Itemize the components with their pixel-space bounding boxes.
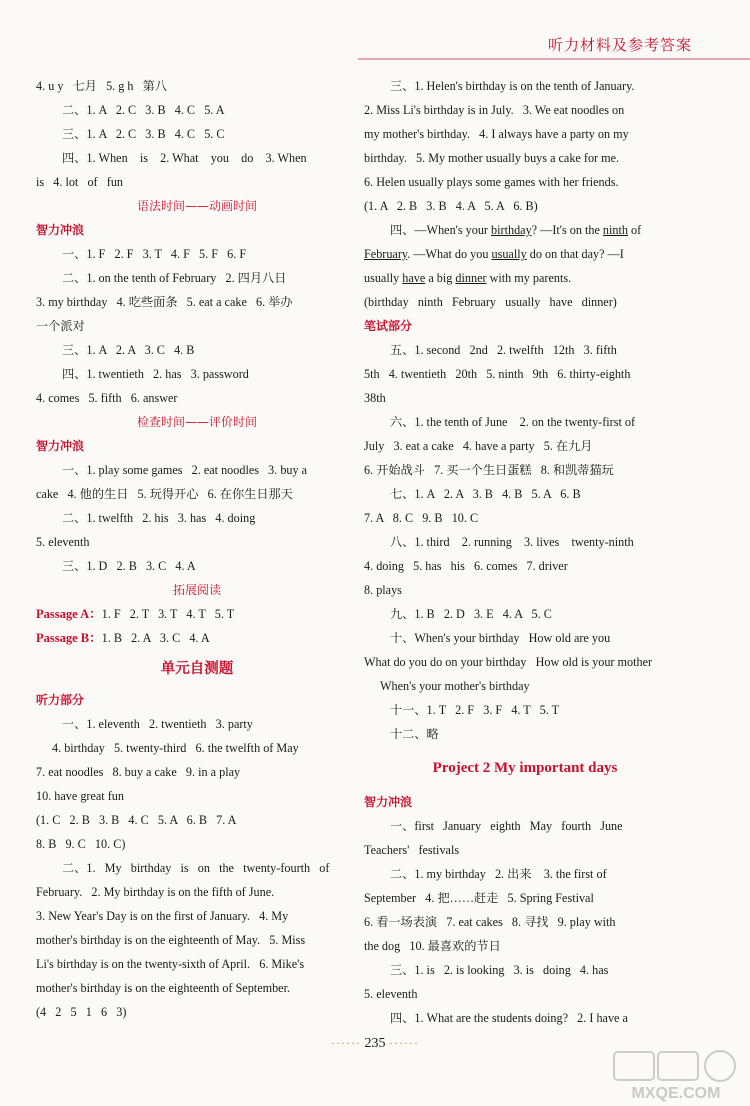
left-column	[36, 74, 358, 1024]
answer-line: 十、When's your birthday How old are you	[390, 631, 611, 645]
category-heading: 笔试部分	[364, 319, 413, 333]
answer-text: usually	[364, 271, 403, 285]
answer-line: 7. eat noodles 8. buy a cake 9. in a play	[36, 765, 241, 779]
subsection-heading: 语法时间——动画时间	[136, 199, 257, 213]
passage-answer-line	[36, 602, 358, 626]
answer-line: 4. comes 5. fifth 6. answer	[36, 391, 178, 405]
answer-line: mother's birthday is on the eighteenth of September.	[36, 981, 291, 995]
page-number: 235	[364, 1036, 386, 1051]
answer-line: (1. A 2. B 3. B 4. A 5. A 6. B)	[364, 199, 538, 213]
answer-line: 6. Helen usually plays some games with her friends.	[364, 175, 619, 189]
underlined-answer: birthday	[491, 223, 532, 237]
footer-dots-right: ······	[389, 1036, 419, 1050]
passage-answers: 1. F 2. T 3. T 4. T 5. T	[101, 607, 235, 621]
footer-dots-left: ······	[331, 1036, 361, 1050]
answer-line: mother's birthday is on the eighteenth of May. 5. Miss	[36, 933, 306, 947]
answer-line: 6. 看一场表演 7. eat cakes 8. 寻找 9. play with	[364, 915, 616, 929]
answer-line	[364, 242, 686, 266]
answer-line: (birthday ninth February usually have dinner)	[364, 295, 617, 309]
answer-line: February. 2. My birthday is on the fifth of June.	[36, 885, 275, 899]
answer-line: 三、1. is 2. is looking 3. is doing 4. has	[390, 963, 609, 977]
answer-line: 一、1. play some games 2. eat noodles 3. buy a	[62, 463, 308, 477]
answer-line: 4. birthday 5. twenty-third 6. the twelfth of May	[52, 741, 299, 755]
answer-line: 三、1. A 2. A 3. C 4. B	[62, 343, 195, 357]
answer-line: When's your mother's birthday	[380, 679, 530, 693]
answer-line: 四、1. What are the students doing? 2. I have a	[390, 1011, 628, 1025]
answer-text: . —What do you	[407, 247, 492, 261]
answer-line: 二、1. My birthday is on the twenty-fourth of	[62, 861, 330, 875]
answer-text: do on that day? —I	[526, 247, 624, 261]
answer-line: birthday. 5. My mother usually buys a cake for me.	[364, 151, 620, 165]
answer-line: 二、1. twelfth 2. his 3. has 4. doing	[62, 511, 256, 525]
underlined-answer: ninth	[602, 223, 628, 237]
watermark-text: MXQE.COM	[631, 1085, 721, 1102]
answer-line: 8. B 9. C 10. C)	[36, 837, 126, 851]
answer-line: 一个派对	[36, 319, 85, 333]
underlined-answer: usually	[491, 247, 527, 261]
answer-line	[364, 266, 686, 290]
answer-line: 八、1. third 2. running 3. lives twenty-ninth	[390, 535, 634, 549]
answer-line: 十二、略	[390, 727, 439, 741]
right-column	[364, 74, 686, 1030]
answer-line: 5th 4. twentieth 20th 5. ninth 9th 6. thirty-eighth	[364, 367, 631, 381]
answer-line: 2. Miss Li's birthday is in July. 3. We eat noodles on	[364, 103, 625, 117]
underlined-answer: have	[402, 271, 426, 285]
answer-text: a big	[425, 271, 456, 285]
answer-line: 二、1. on the tenth of February 2. 四月八日	[62, 271, 287, 285]
answer-line: 九、1. B 2. D 3. E 4. A 5. C	[390, 607, 552, 621]
answer-line	[364, 218, 686, 242]
answer-line: 六、1. the tenth of June 2. on the twenty-first of	[390, 415, 636, 429]
answer-line: 3. my birthday 4. 吃些面条 5. eat a cake 6. 举办	[36, 295, 293, 309]
answer-line: 3. New Year's Day is on the first of January. 4. My	[36, 909, 289, 923]
answer-line: Li's birthday is on the twenty-sixth of April. 6. Mike's	[36, 957, 305, 971]
answer-line: 5. eleventh	[364, 987, 418, 1001]
answer-line: 8. plays	[364, 583, 402, 597]
subsection-heading: 拓展阅读	[172, 583, 221, 597]
answer-line: July 3. eat a cake 4. have a party 5. 在九月	[364, 439, 593, 453]
page-header	[0, 0, 750, 62]
header-divider	[358, 58, 750, 60]
underlined-answer: February	[364, 247, 408, 261]
category-heading: 智力冲浪	[36, 439, 85, 453]
answer-line: is 4. lot of fun	[36, 175, 124, 189]
answer-text: with my parents.	[486, 271, 572, 285]
answer-line: 4. doing 5. has his 6. comes 7. driver	[364, 559, 568, 573]
answer-line: 四、1. When is 2. What you do 3. When	[62, 151, 307, 165]
answer-line: (1. C 2. B 3. B 4. C 5. A 6. B 7. A	[36, 813, 237, 827]
answer-text: 四、—When's your	[390, 223, 492, 237]
section-heading: 单元自测题	[160, 661, 234, 677]
category-heading: 智力冲浪	[36, 223, 85, 237]
underlined-answer: dinner	[455, 271, 487, 285]
passage-label: Passage B：	[36, 631, 102, 645]
answer-line: 四、1. twentieth 2. has 3. password	[62, 367, 249, 381]
watermark-logo	[610, 1048, 742, 1104]
answer-line: 38th	[364, 391, 386, 405]
passage-answer-line	[36, 626, 358, 650]
answer-line: 七、1. A 2. A 3. B 4. B 5. A 6. B	[390, 487, 581, 501]
category-heading: 智力冲浪	[364, 795, 413, 809]
category-heading: 听力部分	[36, 693, 85, 707]
answer-line: my mother's birthday. 4. I always have a party on my	[364, 127, 629, 141]
answer-line: 6. 开始战斗 7. 买一个生日蛋糕 8. 和凯蒂猫玩	[364, 463, 614, 477]
answer-line: 一、1. F 2. F 3. T 4. F 5. F 6. F	[62, 247, 247, 261]
passage-answers: 1. B 2. A 3. C 4. A	[101, 631, 210, 645]
answer-line: (4 2 5 1 6 3)	[36, 1005, 127, 1019]
project-heading: Project 2 My important days	[432, 760, 618, 776]
header-title: 听力材料及参考答案	[547, 36, 692, 54]
answer-line: cake 4. 他的生日 5. 玩得开心 6. 在你生日那天	[36, 487, 293, 501]
passage-label: Passage A：	[36, 607, 102, 621]
answer-text: ? —It's on the	[531, 223, 603, 237]
answer-line: 5. eleventh	[36, 535, 90, 549]
answer-line: 一、first January eighth May fourth June	[390, 819, 623, 833]
subsection-heading: 检查时间——评价时间	[136, 415, 257, 429]
answer-line: 十一、1. T 2. F 3. F 4. T 5. T	[390, 703, 560, 717]
answer-line: Teachers' festivals	[364, 843, 460, 857]
answer-line: 一、1. eleventh 2. twentieth 3. party	[62, 717, 253, 731]
answer-line: 三、1. A 2. C 3. B 4. C 5. C	[62, 127, 225, 141]
answer-line: the dog 10. 最喜欢的节日	[364, 939, 501, 953]
answer-line: 4. u y 七月 5. g h 第八	[36, 79, 168, 93]
answer-line: September 4. 把……赶走 5. Spring Festival	[364, 891, 594, 905]
answer-line: 三、1. D 2. B 3. C 4. A	[62, 559, 196, 573]
answer-text: of	[627, 223, 642, 237]
answer-line: 10. have great fun	[36, 789, 124, 803]
answer-line: 二、1. A 2. C 3. B 4. C 5. A	[62, 103, 225, 117]
answer-line: What do you do on your birthday How old is your mother	[364, 655, 653, 669]
answer-line: 五、1. second 2nd 2. twelfth 12th 3. fifth	[390, 343, 617, 357]
answer-line: 二、1. my birthday 2. 出来 3. the first of	[390, 867, 607, 881]
answer-line: 三、1. Helen's birthday is on the tenth of January.	[390, 79, 635, 93]
answer-line: 7. A 8. C 9. B 10. C	[364, 511, 479, 525]
